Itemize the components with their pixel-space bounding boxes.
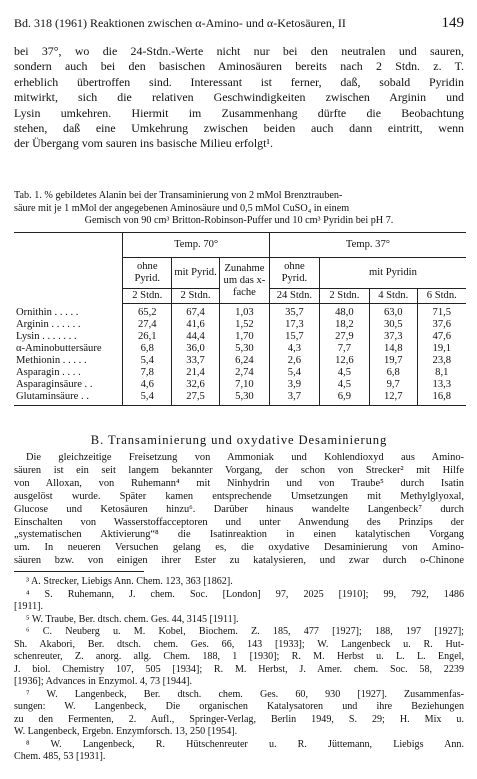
table-cell: 5,30 bbox=[219, 391, 269, 406]
text-line: Einschalten von Wasserstoffacceptoren und unter Anwendung des Prinzips der bbox=[14, 516, 464, 528]
table-row bbox=[14, 331, 466, 343]
caption-line: säure mit je 1 mMol der angegebenen Aminosäure und 0,5 mMol CuSO₄ in einem bbox=[14, 202, 350, 214]
body-paragraph-1 bbox=[14, 44, 464, 152]
table-cell: 6,9 bbox=[319, 391, 369, 406]
table-cell: 41,6 bbox=[172, 319, 220, 331]
table-row bbox=[14, 391, 466, 406]
amino-acid-name: Glutaminsäure . . bbox=[14, 391, 123, 406]
table-body bbox=[14, 304, 466, 406]
amino-acid-name: Ornithin . . . . . bbox=[16, 306, 79, 318]
footnote-line: sungen: W. Langenbeck, Die organischen Katalysatoren und ihre Beziehungen bbox=[14, 701, 464, 712]
time-header: 24 Stdn. bbox=[269, 289, 319, 304]
amino-acid-name: Asparaginsäure . . bbox=[16, 379, 93, 390]
caption-line: Tab. 1. % gebildetes Alanin bei der Transaminierung von 2 mMol Brenztrauben- bbox=[14, 190, 343, 201]
col-header-ohne-pyrid-37: ohne Pyrid. bbox=[269, 258, 319, 289]
footnote-line: ⁵ W. Traube, Ber. dtsch. chem. Ges. 44, 3145 [1911]. bbox=[26, 613, 239, 625]
footnote-line: [1936]; Advances in Enzymol. 4, 73 [1944]. bbox=[14, 676, 193, 687]
table-cell: 4,3 bbox=[269, 343, 319, 355]
table-cell: 35,7 bbox=[269, 304, 319, 320]
table-cell: 47,6 bbox=[417, 331, 466, 343]
table-cell: 18,2 bbox=[319, 319, 369, 331]
table-cell: 5,4 bbox=[123, 391, 172, 406]
header-citation: Bd. 318 (1961) Reaktionen zwischen α-Amino- und α-Ketosäuren, II bbox=[14, 16, 346, 30]
text-line: Lysin umkehren. Hiermit im Zusammenhang dürfte die Beobachtung bbox=[14, 105, 464, 120]
table-cell: 19,1 bbox=[417, 343, 466, 355]
amino-acid-name: Methionin . . . . . bbox=[16, 355, 87, 366]
table-cell: 17,3 bbox=[269, 319, 319, 331]
section-heading: B. Transaminierung und oxydative Desaminierung bbox=[90, 433, 388, 447]
amino-acid-name: Arginin . . . . . . bbox=[16, 319, 81, 330]
table-cell: 19,7 bbox=[369, 355, 417, 367]
col-header-ohne-pyrid-70: ohne Pyrid. bbox=[123, 258, 172, 289]
caption-line: Gemisch von 90 cm³ Britton-Robinson-Puffer und 10 cm³ Pyridin bei pH 7. bbox=[84, 215, 394, 227]
text-line: sondern auch bei den basischen Aminosäuren bereits nach 2 Stdn. z. T. bbox=[14, 59, 464, 74]
table-cell: 12,6 bbox=[319, 355, 369, 367]
table-row bbox=[14, 367, 466, 379]
time-header: 2 Stdn. bbox=[123, 289, 172, 304]
alanine-table bbox=[14, 232, 466, 406]
table-cell: 2,74 bbox=[219, 367, 269, 379]
table-cell: 6,24 bbox=[219, 355, 269, 367]
text-line: stehen, daß eine Umkehrung zwischen beiden auch dann eintritt, wenn bbox=[14, 121, 464, 136]
text-line: der Übergang vom sauren ins basische Milieu erfolgt¹. bbox=[14, 136, 273, 151]
amino-acid-name: α-Aminobuttersäure bbox=[16, 343, 102, 354]
amino-acid-name: Lysin . . . . . . . bbox=[16, 331, 77, 342]
table-cell: 1,03 bbox=[219, 304, 269, 320]
table-row bbox=[14, 304, 466, 320]
table-cell: 23,8 bbox=[417, 355, 466, 367]
text-line: säuren ist ein seit langem bekannter Vorgang, der schon von Strecker² mit Hilfe bbox=[14, 464, 464, 476]
table-row bbox=[14, 379, 466, 391]
table-row bbox=[14, 343, 466, 355]
table-row bbox=[14, 319, 466, 331]
table-cell: 15,7 bbox=[269, 331, 319, 343]
table-cell: 27,5 bbox=[172, 391, 220, 406]
table-cell: 37,6 bbox=[417, 319, 466, 331]
table-cell: 6,8 bbox=[369, 367, 417, 379]
table-cell: 5,30 bbox=[219, 343, 269, 355]
table-cell: 37,3 bbox=[369, 331, 417, 343]
table-cell: 26,1 bbox=[123, 331, 172, 343]
footnote-line: Chem. 485, 53 [1931]. bbox=[14, 751, 106, 762]
group-header-70: Temp. 70° bbox=[123, 233, 270, 258]
text-line: bei 37°, wo die 24-Stdn.-Werte nicht nur bei den neutralen und sauren, bbox=[14, 44, 464, 58]
group-header-37: Temp. 37° bbox=[269, 233, 466, 258]
table-cell: 1,70 bbox=[219, 331, 269, 343]
table-cell: 36,0 bbox=[172, 343, 220, 355]
footnote-line: zu den Fermenten, 2. Aufl., Springer-Verlag, Berlin 1949, S. 29; H. Mix u. bbox=[14, 713, 464, 725]
table-cell: 65,2 bbox=[123, 304, 172, 320]
table-cell: 32,6 bbox=[172, 379, 220, 391]
table-cell: 7,8 bbox=[123, 367, 172, 379]
running-header bbox=[14, 16, 464, 32]
footnote-line: ⁸ W. Langenbeck, R. Hütschenreuter u. R. Jüttemann, Liebigs Ann. bbox=[26, 738, 464, 750]
col-header-zunahme: Zunahme um das x-fache bbox=[219, 258, 269, 304]
table-cell: 3,9 bbox=[269, 379, 319, 391]
text-line: „systematischen Aktivierung“⁸ die Isatinreaktion in einen katalytischen Vorgang bbox=[14, 529, 464, 541]
time-header: 2 Stdn. bbox=[172, 289, 220, 304]
table-caption bbox=[14, 190, 464, 228]
table-cell: 14,8 bbox=[369, 343, 417, 355]
text-line: Die gleichzeitige Freisetzung von Ammoniak und Kohlendioxyd aus Amino- bbox=[26, 452, 464, 463]
table-cell: 33,7 bbox=[172, 355, 220, 367]
table-cell: 13,3 bbox=[417, 379, 466, 391]
text-line: ausgelöst wurde. Später kamen entsprechende Umsetzungen mit Methylglyoxal, bbox=[14, 490, 464, 502]
footnote-line: schenreuter, Z. anorg. allg. Chem. 188, 1 [1930]; R. M. Herbst u. L. L. Engel, bbox=[14, 651, 464, 662]
table-cell: 7,7 bbox=[319, 343, 369, 355]
footnote-line: Sh. Akabori, Ber. dtsch. chem. Ges. 66, 143 [1933]; W. Langenbeck u. R. Hut- bbox=[14, 638, 464, 650]
table-cell: 63,0 bbox=[369, 304, 417, 320]
table-row bbox=[14, 355, 466, 367]
footnote-line: J. biol. Chemistry 107, 505 [1934]; R. M. Herbst, J. Amer. chem. Soc. 58, 2239 bbox=[14, 663, 464, 675]
row-label-header bbox=[14, 233, 123, 304]
footnote-line: ⁴ S. Ruhemann, J. chem. Soc. [London] 97, 2025 [1910]; 99, 792, 1486 bbox=[26, 588, 464, 600]
text-line: um. In neueren Versuchen gelang es, die oxydative Desaminierung von Amino- bbox=[14, 542, 464, 554]
text-line: säuren bzw. von einigen ihrer Ester zu katalysieren, und zwar durch o-Chinone bbox=[14, 555, 464, 567]
table-cell: 1,52 bbox=[219, 319, 269, 331]
table-cell: 67,4 bbox=[172, 304, 220, 320]
amino-acid-name: Asparagin . . . . bbox=[16, 367, 81, 378]
table-cell: 4,6 bbox=[123, 379, 172, 391]
table-cell: 27,4 bbox=[123, 319, 172, 331]
table-cell: 4,5 bbox=[319, 379, 369, 391]
table-cell: 48,0 bbox=[319, 304, 369, 320]
body-paragraph-2 bbox=[14, 452, 464, 568]
text-line: mitwirkt, sich die relativen Geschwindigkeiten zwischen Arginin und bbox=[14, 90, 464, 105]
time-header: 6 Stdn. bbox=[417, 289, 466, 304]
footnote-line: ³ A. Strecker, Liebigs Ann. Chem. 123, 363 [1862]. bbox=[26, 576, 233, 587]
col-header-mit-pyrid-70: mit Pyrid. bbox=[172, 258, 220, 289]
time-header: 2 Stdn. bbox=[319, 289, 369, 304]
table-cell: 27,9 bbox=[319, 331, 369, 343]
table-cell: 16,8 bbox=[417, 391, 466, 406]
table-cell: 6,8 bbox=[123, 343, 172, 355]
table-cell: 2,6 bbox=[269, 355, 319, 367]
footnote-line: [1911]. bbox=[14, 601, 44, 612]
footnote-line: W. Langenbeck, Ergebn. Enzymforsch. 13, 250 [1954]. bbox=[14, 726, 238, 737]
table-cell: 8,1 bbox=[417, 367, 466, 379]
table-cell: 5,4 bbox=[123, 355, 172, 367]
text-line: von Alloxan, von Ruhemann⁴ mit Ninhydrin und von Traube⁵ durch Isatin bbox=[14, 477, 464, 489]
table-cell: 9,7 bbox=[369, 379, 417, 391]
table-cell: 5,4 bbox=[269, 367, 319, 379]
footnote-line: ⁷ W. Langenbeck, Ber. dtsch. chem. Ges. 60, 930 [1927]. Zusammenfas- bbox=[26, 688, 464, 700]
table-cell: 30,5 bbox=[369, 319, 417, 331]
table-cell: 3,7 bbox=[269, 391, 319, 406]
table-cell: 71,5 bbox=[417, 304, 466, 320]
col-header-mit-pyridin-37: mit Pyridin bbox=[319, 258, 466, 289]
time-header: 4 Stdn. bbox=[369, 289, 417, 304]
table-cell: 12,7 bbox=[369, 391, 417, 406]
footnotes bbox=[14, 576, 464, 764]
footnote-divider bbox=[14, 571, 144, 572]
text-line: erheblich übertroffen sind. Interessant ist ferner, daß, sobald Pyridin bbox=[14, 74, 464, 89]
page-number: 149 bbox=[441, 15, 464, 31]
table-cell: 4,5 bbox=[319, 367, 369, 379]
table-cell: 7,10 bbox=[219, 379, 269, 391]
text-line: Glucose und Ketosäuren hinzu⁶. Darüber hinaus wandelte Langenbeck⁷ durch bbox=[14, 503, 464, 515]
footnote-line: ⁶ C. Neuberg u. M. Kobel, Biochem. Z. 185, 477 [1927]; 188, 197 [1927]; bbox=[26, 626, 464, 637]
table-cell: 44,4 bbox=[172, 331, 220, 343]
table-cell: 21,4 bbox=[172, 367, 220, 379]
